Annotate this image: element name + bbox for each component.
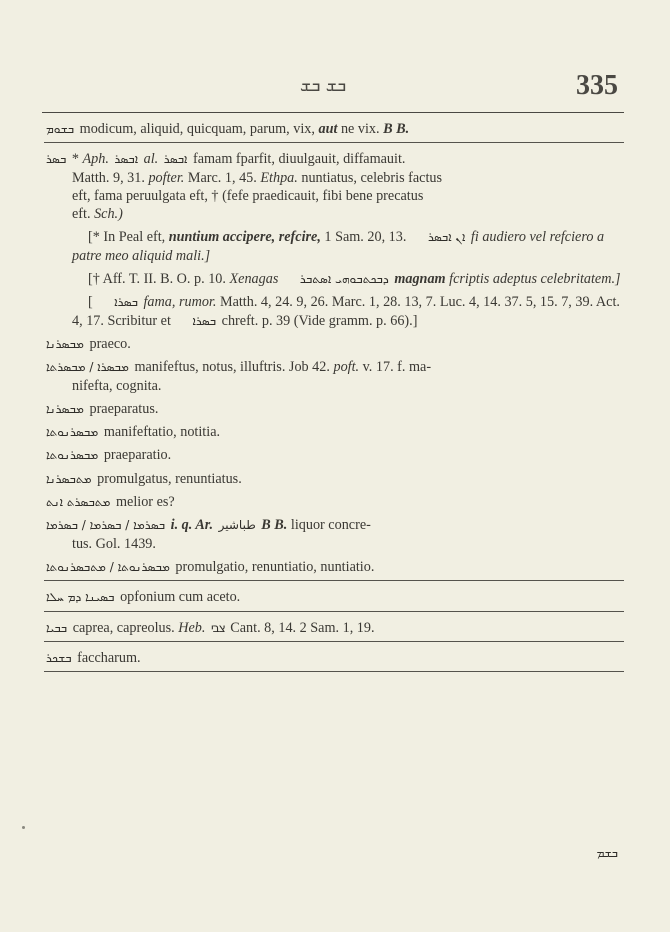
running-head: ܒܫ ܒܫ xyxy=(300,76,347,96)
syriac-headword: ܒܫܘܡ xyxy=(46,122,75,136)
entry-promulgatio: ܡܒܣܪܢܘܬܐ / ܡܬܒܣܪܢܘܬܐ promulgatio, renuntiatio, nuntiatio. xyxy=(44,558,624,581)
entry-promulgatus: ܡܬܒܣܪܢܐ promulgatus, renuntiatus. xyxy=(46,470,242,487)
entry-praeparatio: ܡܒܣܪܢܘܬܐ praeparatio. xyxy=(46,447,172,464)
entry-melior: ܡܬܒܣܪܬ ܐܢܬ melior es? xyxy=(46,494,175,511)
hebrew-word: צבי xyxy=(210,620,225,635)
ink-speck xyxy=(22,826,25,829)
entry-modicum: ܒܫܘܡ modicum, aliquid, quicquam, parum, vix, aut ne vix. B B. xyxy=(44,120,624,143)
note-aff: [† Aff. T. II. B. O. p. 10. Xenagas ܕܒܟܬܒܘܗܝ ܐܣܬܒܪ magnam fcriptis adeptus celebritatem.] xyxy=(88,271,621,288)
note-fama: [ ܒܣܪܐ fama, rumor. Matth. 4, 24. 9, 26. Marc. 1, 28. 13, 7. Luc. 4, 14. 37. 5, 15. 7, 39. Act. 4, 17. Scribitur et ܒܣܪܐ chreft. p. 39 (Vide gramm. p. 66).] xyxy=(72,294,620,329)
entry-praeparatus: ܡܒܣܪܢܐ praeparatus. xyxy=(46,400,159,417)
page-number: 335 xyxy=(576,70,618,101)
entry-praeco: ܡܒܣܪܢܐ praeco. xyxy=(46,335,131,352)
note-peal: [* In Peal eft, nuntium accipere, refcire, 1 Sam. 20, 13. ܐܢ ܐܒܣܪ fi audiero vel refciero a patre meo aliquid mali.] xyxy=(72,229,605,264)
catchword: ܒܫܡ xyxy=(596,846,618,860)
entry-caprea: ܒܒܝܐ caprea, capreolus. Heb. צבי Cant. 8, 14. 2 Sam. 1, 19. xyxy=(44,619,624,642)
entry-manifestatio: ܡܒܣܪܢܘܬܐ manifeftatio, notitia. xyxy=(46,424,221,441)
header-rule xyxy=(42,112,624,113)
entry-saccharum: ܒܫܟܪ faccharum. xyxy=(44,649,624,672)
syriac-headword: ܒܣܪ xyxy=(46,152,67,167)
entry-manifestus: ܡܒܣܪܐ / ܡܒܣܪܬܐ manifeftus, notus, illuftris. Job 42. poft. v. 17. f. ma- nifefta, cognita. xyxy=(46,359,432,394)
entry-liquor: ܒܣܪܡܐ / ܒܣܪܡܐ / ܒܣܪܡܐ i. q. Ar. طباشير B B. liquor concre- tus. Gol. 1439. xyxy=(46,517,371,552)
entry-famam: ܒܣܪ * Aph. ܐܒܣܪ al. ܐܒܣܪ famam fparfit, diuulgauit, diffamauit. Matth. 9, 31. pofter. Marc. 1, 45. Ethpa. nuntiatus, celebris factus eft, fama peruulgata eft, † (fefe praedicauit, fibi bene precatus eft. Sch.) xyxy=(46,151,443,223)
entry-opsonium: ܒܣܝܢܐ ܕܡ ܚܠܐ opfonium cum aceto. xyxy=(44,588,624,611)
arabic-word: طباشير xyxy=(218,518,256,533)
page-header xyxy=(0,70,670,104)
entries-column xyxy=(44,120,624,679)
